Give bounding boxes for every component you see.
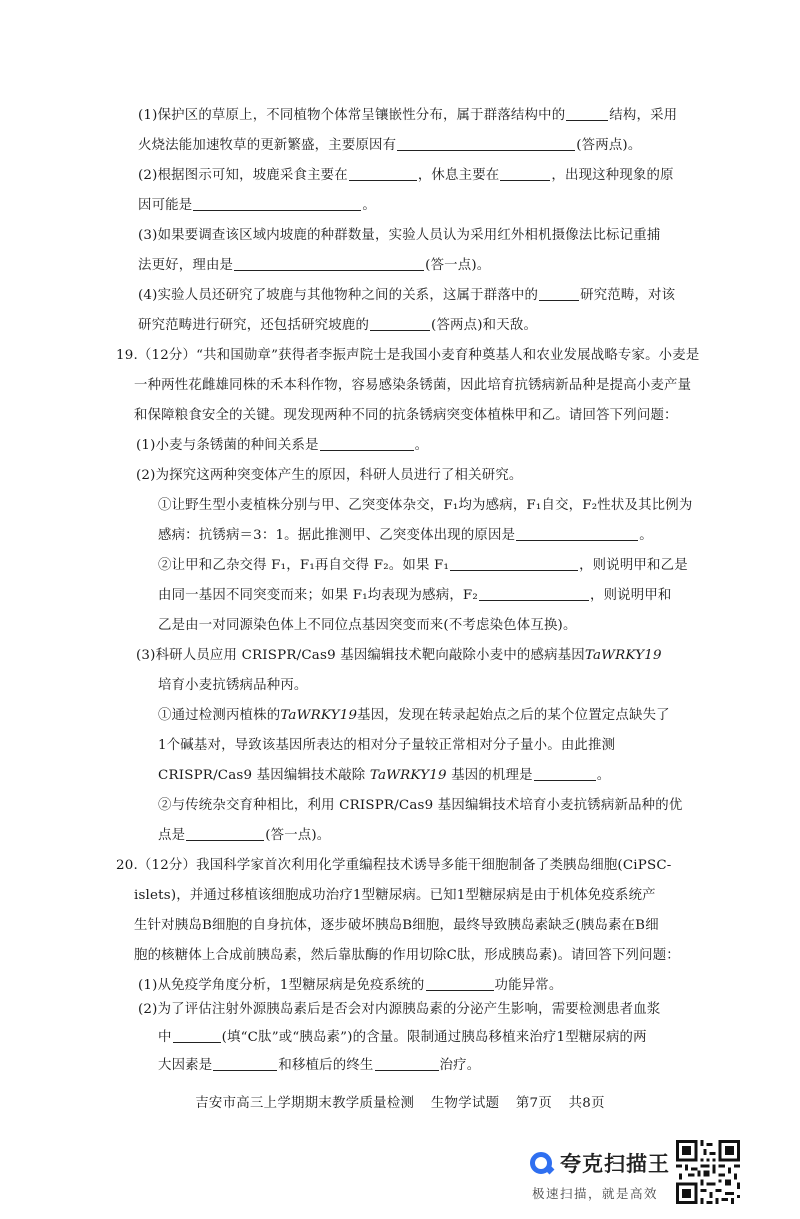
answer-blank[interactable] [193,196,361,211]
page-number: 第7页 [515,1096,553,1111]
answer-blank[interactable] [213,1056,277,1071]
q20-intro-line4: 胞的核糖体上合成前胰岛素，然后靠肽酶的作用切除C肽，形成胰岛素)。请回答下列问题： [134,948,680,963]
q19-sub3-line1: ①通过检测丙植株的TaWRKY19基因，发现在转录起始点之后的某个位置定点缺失了 [158,708,670,723]
qr-code-icon [676,1140,740,1204]
q19-part1: (1)小麦与条锈菌的种间关系是 。 [136,438,429,453]
answer-blank[interactable] [479,586,589,601]
scanner-logo-icon [530,1152,552,1174]
q19-sub3-line3: CRISPR/Cas9 基因编辑技术敲除 TaWRKY19 基因的机理是 。 [158,768,611,783]
q19-sub3-line2: 1个碱基对，导致该基因所表达的相对分子量较正常相对分子量小。由此推测 [158,738,616,753]
q19-intro-line1: 19.（12分）“共和国勋章”获得者李振声院士是我国小麦育种奠基人和农业发展战略专家。小麦是 [116,348,700,363]
q20-intro-line1: 20.（12分）我国科学家首次利用化学重编程技术诱导多能干细胞制备了类胰岛细胞(CiPSC- [116,858,672,873]
answer-blank[interactable] [349,166,417,181]
answer-blank[interactable] [234,256,424,271]
answer-blank[interactable] [426,976,494,991]
subject-name: 生物学试题 [430,1096,500,1111]
page-footer [0,1092,800,1111]
q18-part4-line1: (4)实验人员还研究了坡鹿与其他物种之间的关系，这属于群落中的 研究范畴，对该 [138,288,676,303]
exam-name: 吉安市高三上学期期末教学质量检测 [195,1096,415,1111]
answer-blank[interactable] [539,286,579,301]
answer-blank[interactable] [397,136,575,151]
q19-part3-line2: 培育小麦抗锈病品种丙。 [158,678,308,693]
answer-blank[interactable] [566,106,608,121]
answer-blank[interactable] [534,766,596,781]
gene-name: TaWRKY19 [280,708,358,723]
q18-part2-line1: (2)根据图示可知，坡鹿采食主要在 ，休息主要在 ，出现这种现象的原 [138,168,674,183]
gene-name: TaWRKY19 [584,648,662,663]
scanner-brand: 夸克扫描王 [560,1152,670,1176]
q19-sub1-line1: ①让野生型小麦植株分别与甲、乙突变体杂交，F₁均为感病，F₁自交，F₂性状及其比例为 [158,498,693,513]
q18-part2-line2: 因可能是 。 [138,198,376,213]
q18-part3-line1: (3)如果要调查该区域内坡鹿的种群数量，实验人员认为采用红外相机摄像法比标记重捕 [138,228,661,243]
scanner-slogan: 极速扫描，就是高效 [532,1186,659,1201]
q19-part2: (2)为探究这两种突变体产生的原因，科研人员进行了相关研究。 [136,468,523,483]
q19-sub2-line1: ②让甲和乙杂交得 F₁，F₁再自交得 F₂。如果 F₁ ，则说明甲和乙是 [158,558,688,573]
q20-intro-line2: islets)，并通过移植该细胞成功治疗1型糖尿病。已知1型糖尿病是由于机体免疫系统产 [134,888,656,903]
answer-blank[interactable] [516,526,638,541]
answer-blank[interactable] [500,166,550,181]
answer-blank[interactable] [450,556,578,571]
q18-part1-line1: (1)保护区的草原上，不同植物个体常呈镶嵌性分布，属于群落结构中的 结构，采用 [138,108,678,123]
page-total: 共8页 [568,1096,605,1111]
q20-intro-line3: 生针对胰岛B细胞的自身抗体，逐步破坏胰岛B细胞，最终导致胰岛素缺乏(胰岛素在B细 [134,918,659,933]
q19-sub4-line1: ②与传统杂交育种相比，利用 CRISPR/Cas9 基因编辑技术培育小麦抗锈病新品种的优 [158,798,683,813]
q19-intro-line3: 和保障粮食安全的关键。现发现两种不同的抗条锈病突变体植株甲和乙。请回答下列问题： [134,408,678,423]
gene-name: TaWRKY19 [369,768,447,783]
answer-blank[interactable] [370,316,430,331]
q18-part4-line2: 研究范畴进行研究，还包括研究坡鹿的 (答两点)和天敌。 [138,318,538,333]
q19-part3-line1: (3)科研人员应用 CRISPR/Cas9 基因编辑技术靶向敲除小麦中的感病基因TaWRKY19 [136,648,662,663]
q18-part1-line2: 火烧法能加速牧草的更新繁盛，主要原因有 (答两点)。 [138,138,642,153]
q19-sub2-line2: 由同一基因不同突变而来；如果 F₁均表现为感病，F₂ ，则说明甲和 [158,588,672,603]
q20-part2-line2: 中 (填“C肽”或“胰岛素”)的含量。限制通过胰岛移植来治疗1型糖尿病的两 [158,1030,647,1045]
q19-sub4-line2: 点是 (答一点)。 [158,828,331,843]
answer-blank[interactable] [173,1028,221,1043]
q20-part2-line3: 大因素是 和移植后的终生 治疗。 [158,1058,481,1073]
q19-intro-line2: 一种两性花雌雄同株的禾本科作物，容易感染条锈菌，因此培育抗锈病新品种是提高小麦产量 [134,378,692,393]
answer-blank[interactable] [186,826,264,841]
q18-part3-line2: 法更好，理由是 (答一点)。 [138,258,491,273]
answer-blank[interactable] [375,1056,439,1071]
q19-sub1-line2: 感病：抗锈病＝3：1。据此推测甲、乙突变体出现的原因是 。 [158,528,653,543]
q19-sub2-line3: 乙是由一对同源染色体上不同位点基因突变而来(不考虑染色体互换)。 [158,618,577,633]
q20-part1: (1)从免疫学角度分析，1型糖尿病是免疫系统的 功能异常。 [138,978,563,993]
q20-part2-line1: (2)为了评估注射外源胰岛素后是否会对内源胰岛素的分泌产生影响，需要检测患者血浆 [138,1002,661,1017]
answer-blank[interactable] [320,436,414,451]
